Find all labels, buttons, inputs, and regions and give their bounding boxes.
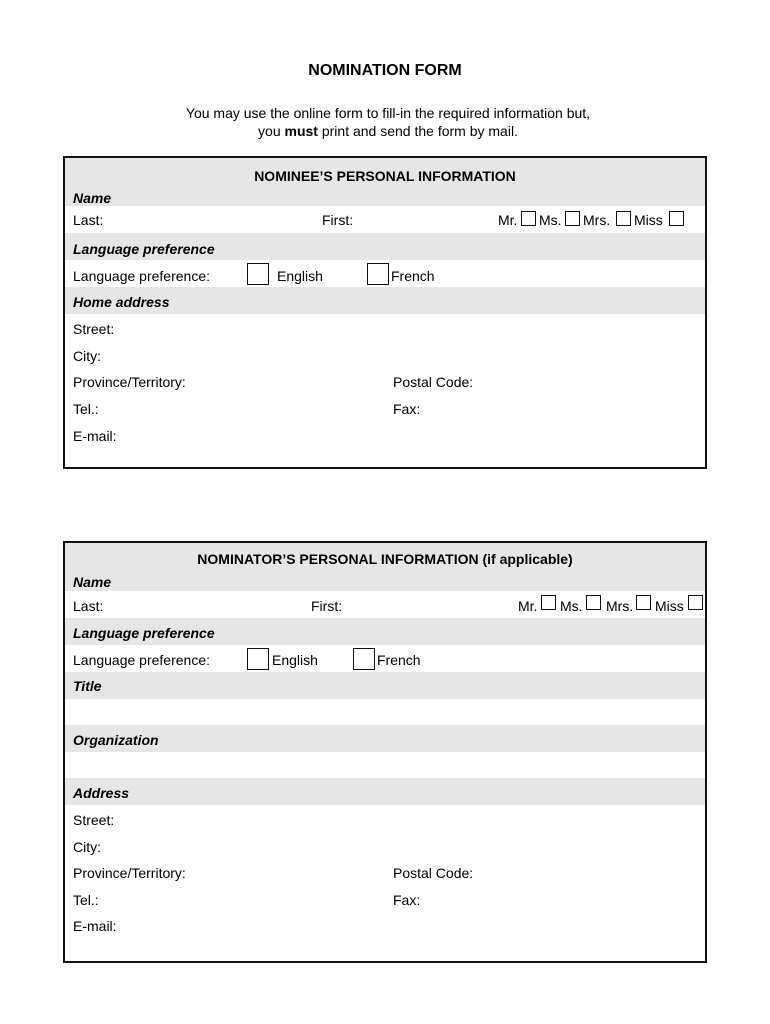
- nominator-org-field[interactable]: [65, 752, 705, 779]
- nominee-section: [63, 156, 707, 469]
- nominator-title-field[interactable]: [65, 699, 705, 726]
- nominee-name-header: Name: [73, 190, 112, 206]
- nominee-mr-label: Mr.: [498, 212, 518, 228]
- nominator-first-label: First:: [311, 598, 343, 614]
- nominator-last-label: Last:: [73, 598, 104, 614]
- nominator-section-title: NOMINATOR’S PERSONAL INFORMATION (if applicable): [197, 551, 573, 567]
- nominee-header-band: [65, 158, 705, 206]
- nominator-tel-label: Tel.:: [73, 892, 99, 908]
- nominee-fax-label: Fax:: [393, 401, 421, 417]
- nominator-mrs-label: Mrs.: [606, 598, 634, 614]
- nominator-fax-label: Fax:: [393, 892, 421, 908]
- nominee-last-label: Last:: [73, 212, 104, 228]
- nominee-ms-checkbox[interactable]: [565, 211, 580, 226]
- nominee-address-header: Home address: [73, 294, 170, 310]
- nominator-name-header: Name: [73, 574, 112, 590]
- intro-line-1: You may use the online form to fill-in the required information but,: [185, 105, 591, 121]
- nominator-street-label: Street:: [73, 812, 115, 828]
- nominee-miss-label: Miss: [634, 212, 663, 228]
- nominator-title-header-row: [65, 672, 705, 699]
- nominator-address-header: Address: [73, 785, 130, 801]
- nominator-title-header: Title: [73, 678, 102, 694]
- nominee-mrs-label: Mrs.: [583, 212, 611, 228]
- nominee-ms-label: Ms.: [539, 212, 562, 228]
- nominee-lang-row: [65, 260, 705, 287]
- nominee-city-label: City:: [73, 348, 101, 364]
- nominee-lang-label: Language preference:: [73, 268, 210, 284]
- nominator-ms-label: Ms.: [560, 598, 583, 614]
- nominator-lang-label: Language preference:: [73, 652, 210, 668]
- nominee-address-header-row: [65, 287, 705, 314]
- nominee-postal-label: Postal Code:: [393, 374, 474, 390]
- intro-must: must: [284, 123, 318, 139]
- nominee-tel-label: Tel.:: [73, 401, 99, 417]
- nominator-mr-label: Mr.: [518, 598, 538, 614]
- nominator-lang-header-row: [65, 618, 705, 645]
- nominee-english-checkbox[interactable]: [247, 263, 269, 285]
- nominee-lang-header: Language preference: [73, 241, 215, 257]
- nominee-street-label: Street:: [73, 321, 115, 337]
- nominee-name-row: [65, 206, 705, 233]
- nominee-section-title: NOMINEE’S PERSONAL INFORMATION: [254, 168, 516, 184]
- nominator-lang-row: [65, 645, 705, 672]
- nominator-lang-header: Language preference: [73, 625, 215, 641]
- nominee-lang-header-row: [65, 233, 705, 260]
- intro-text: [0, 104, 770, 140]
- nominator-french-label: French: [377, 652, 421, 668]
- nominator-org-header: Organization: [73, 732, 159, 748]
- page-title: NOMINATION FORM: [308, 62, 462, 79]
- nominee-mrs-checkbox[interactable]: [616, 211, 631, 226]
- nominator-name-row: [65, 591, 705, 618]
- nominee-french-checkbox[interactable]: [367, 263, 389, 285]
- nominator-miss-checkbox[interactable]: [688, 595, 703, 610]
- nominator-english-checkbox[interactable]: [247, 648, 269, 670]
- nominator-address-header-row: [65, 778, 705, 805]
- nominee-first-label: First:: [322, 212, 354, 228]
- nominator-org-header-row: [65, 725, 705, 752]
- nominator-province-label: Province/Territory:: [73, 865, 186, 881]
- nominator-section: [63, 541, 707, 963]
- intro-line-2: [0, 122, 770, 140]
- intro-line-2-pre: you: [258, 123, 285, 139]
- nominator-city-label: City:: [73, 839, 101, 855]
- nominator-miss-label: Miss: [655, 598, 684, 614]
- nominee-french-label: French: [391, 268, 435, 284]
- nominee-province-label: Province/Territory:: [73, 374, 186, 390]
- nominator-ms-checkbox[interactable]: [586, 595, 601, 610]
- nominee-miss-checkbox[interactable]: [669, 211, 684, 226]
- intro-line-2-post: print and send the form by mail.: [317, 123, 518, 139]
- nominator-header-band: [65, 543, 705, 591]
- nominator-mr-checkbox[interactable]: [541, 595, 556, 610]
- nominee-email-label: E-mail:: [73, 428, 117, 444]
- nominator-mrs-checkbox[interactable]: [636, 595, 651, 610]
- nominator-french-checkbox[interactable]: [353, 648, 375, 670]
- nominator-postal-label: Postal Code:: [393, 865, 474, 881]
- nominator-email-label: E-mail:: [73, 918, 117, 934]
- nominee-english-label: English: [277, 268, 323, 284]
- nominee-mr-checkbox[interactable]: [521, 211, 536, 226]
- nominator-english-label: English: [272, 652, 318, 668]
